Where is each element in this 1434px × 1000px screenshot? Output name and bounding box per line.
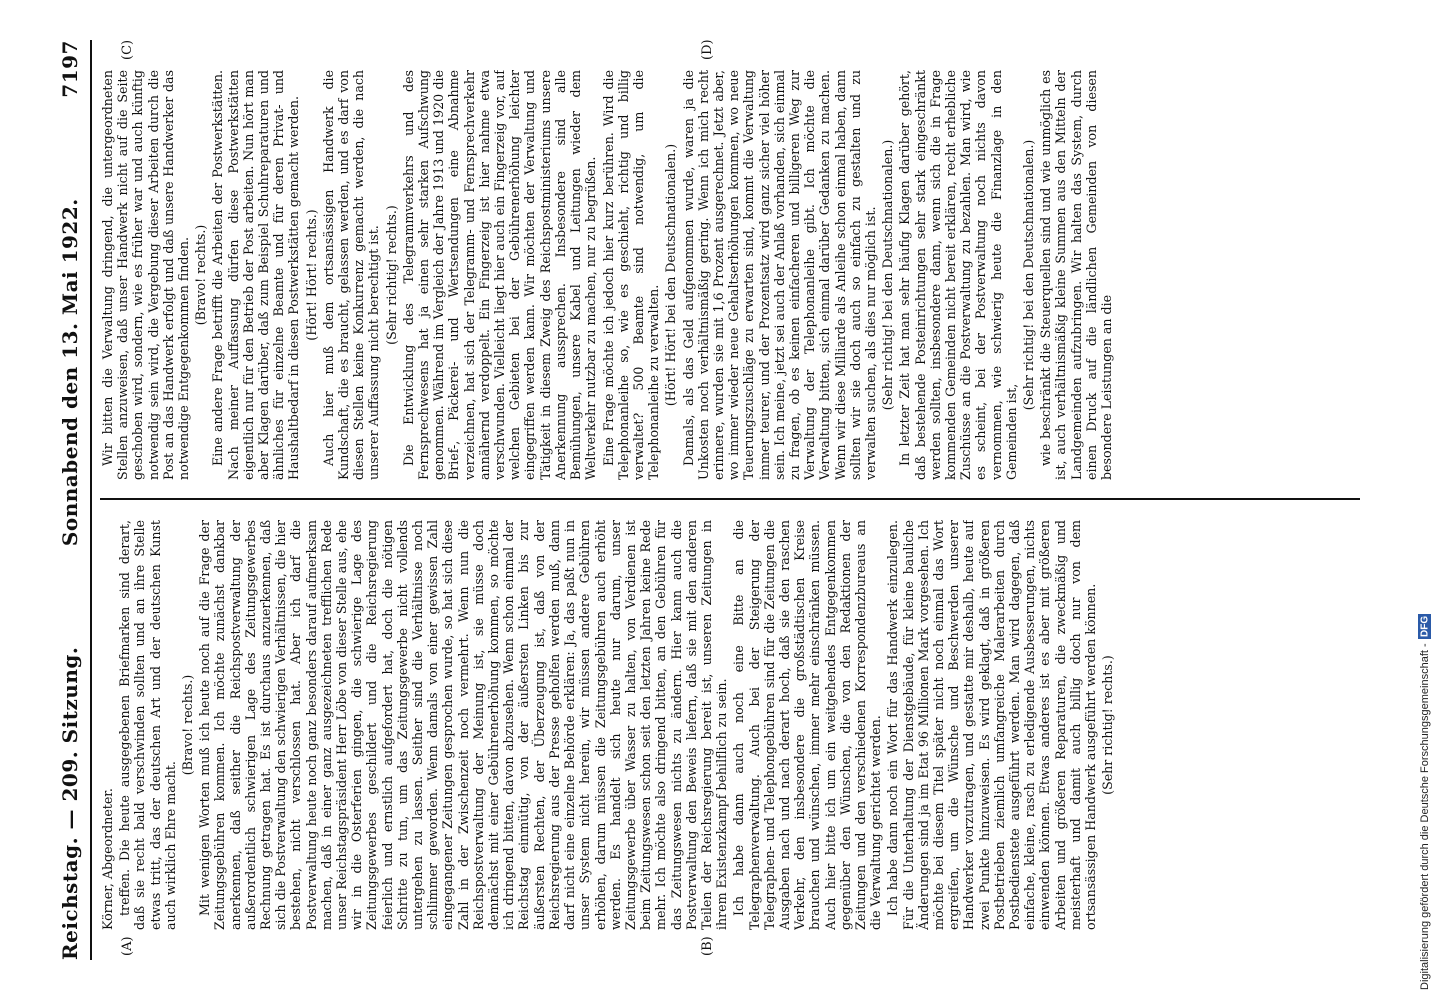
margin-marker-c: (C) <box>120 39 135 60</box>
digitization-credit <box>1416 10 1434 990</box>
paragraph: wie beschränkt die Steuerquellen sind und wie unmöglich es ist, auch verhältnismäßig kleine Summen aus den Mitteln der Landgemeinden aufzubringen. Wir halten das System, durch einen Druck auf die ländlichen Gemeinden von diesen besondere Leistungen an die <box>1038 70 1114 480</box>
interjection: (Bravo! rechts.) <box>193 224 209 326</box>
page-header <box>48 40 82 960</box>
paragraph: Eine andere Frage betrifft die Arbeiten der Postwerkstätten. Nach meiner Auffassung dürfen diese Postwerkstätten eigentlich nur für den Betrieb der Post arbeiten. Nun hört man aber Klagen darüber, daß zum Beispiel Schuhreparaturen und ähnliches für einzelne Beamte und für deren Privat- und Haushaltbedarf in diesen Postwerkstätten gemacht werden. <box>210 70 302 480</box>
interjection: (Bravo! rechts.) <box>180 674 196 776</box>
speaker-name: Körner, Abgeordneter. <box>100 788 115 930</box>
paragraph: Die Entwicklung des Telegrammverkehrs und des Fernsprechwesens hat ja einen sehr starken Aufschwung genommen. Während im Vergleich der Jahre 1913 und 1920 die Brief-, Päckerei- und Wertsendungen eine Abnahme verzeichnen, hat sich der Telegramm- und Fernsprechverkehr annähernd verdoppelt. Ein Fingerzeig ist hier nahme etwa verschwunden. Vielleicht liegt hier auch ein Fingerzeig vor, auf welchen Gebieten bei der Gebührenerhöhung leichter eingegriffen werden kann. Wir möchten der Verwaltung und Tätigkeit in diesem Zweig des Reichspostministeriums unsere Anerkennung aussprechen. Insbesondere sind alle Bemühungen, unsere Kabel und Leitungen wieder dem Weltverkehr nutzbar zu machen, nur zu begrüßen. <box>400 70 599 480</box>
margin-marker-a: (A) <box>120 936 135 956</box>
paragraph: Ich habe dann auch noch eine Bitte an die Telegraphenverwaltung. Auch bei der Steigerung der Telegraphen- und Telephongebühren sind für die Zeitungen die Ausgaben nach und nach derart hoch, daß sie den raschen Verkehr, den insbesondere die großstädtischen Kreise brauchen und wünschen, immer mehr einschränken müssen. Auch hier bitte ich um ein weitgehendes Entgegenkommen gegenüber den Wünschen, die von den Redaktionen der Zeitungen und den verschiedenen Korrespondenzbureaus an die Verwaltung gerichtet werden. <box>731 520 884 930</box>
header-page-number: 7197 <box>58 40 82 98</box>
paragraph: In letzter Zeit hat man sehr häufig Klagen darüber gehört, daß bestehende Posteinrichtungen sehr stark eingeschränkt werden sollten, insbesondere dann, wenn sich die in Frage kommenden Gemeinden nicht bereit erklären, recht erhebliche Zuschüsse an die Postverwaltung zu bezahlen. Man wird, wie es scheint, bei der Postverwaltung noch nichts davon vernommen, wie schwierig heute die Finanzlage in den Gemeinden ist, <box>897 70 1019 480</box>
paragraph: Auch hier muß dem ortsansässigen Handwerk die Kundschaft, die es braucht, gelassen werden, und es darf von diesen Stellen keine Konkurrenz gemacht werden, die nach unserer Auffassung nicht berechtigt ist. <box>320 70 382 480</box>
column-divider <box>100 498 1360 500</box>
interjection: (Sehr richtig! rechts.) <box>383 205 399 345</box>
interjection: (Sehr richtig! rechts.) <box>1100 655 1116 795</box>
header-left: Reichstag. — 209. Sitzung. <box>58 646 82 960</box>
header-rule <box>90 40 92 960</box>
interjection: (Hört! Hört! rechts.) <box>303 209 319 341</box>
paragraph: Mit wenigen Worten muß ich heute noch auf die Frage der Zeitungsgebühren kommen. Ich möchte zunächst dankbar anerkennen, daß seither die Reichspostverwaltung der außerordentlich schwierigen Lage des Zeitungsgewerbes Rechnung getragen hat. Es ist durchaus anzuerkennen, daß sich die Postverwaltung den schwierigen Verhältnissen, die hier bestehen, nicht verschlossen hat. Aber ich darf die Postverwaltung heute noch ganz besonders darauf aufmerksam machen, daß in einer ganz ausgezeichneten trefflichen Rede unser Reichstagspräsident Herr Löbe von dieser Stelle aus, ehe wir in die Osterferien gingen, die schwierige Lage des Zeitungsgewerbes geschildert und die Reichsregierung feierlich und ernstlich aufgefordert hat, doch die nötigen Schritte zu tun, um das Zeitungsgewerbe nicht vollends untergehen zu lassen. Seither sind die Verhältnisse noch schlimmer geworden. Wenn damals von einer gewissen Zahl eingegangener Zeitungen gesprochen wurde, so hat sich diese Zahl in der Zwischenzeit noch vermehrt. Wenn nun die Reichspostverwaltung der Meinung ist, sie müsse doch demnächst mit einer Gebührenerhöhung kommen, so möchte ich dringend bitten, davon abzusehen. Wenn schon einmal der Reichstag einmütig, von der äußersten Linken bis zur äußersten Rechten, der Überzeugung ist, daß von der Reichsregierung aus der Presse geholfen werden muß, dann darf nicht eine einzelne Behörde erklären: Ja, das paßt nun in unser System nicht herein, wir müssen andere Gebühren erhöhen, darum müssen die Zeitungsgebühren auch erhöht werden. Es handelt sich heute nur darum, unser Zeitungsgewerbe über Wasser zu halten, von Verdienen ist beim Zeitungswesen schon seit den letzten Jahren keine Rede mehr. Ich möchte also dringend bitten, an den Gebühren für das Zeitungswesen nichts zu ändern. Hier kann auch die Postverwaltung den Beweis liefern, daß sie mit den anderen Teilen der Reichsregierung bereit ist, unseren Zeitungen in ihrem Existenzkampf behilflich zu sein. <box>197 520 730 930</box>
credit-text: Digitalisierung gefördert durch die Deutsche Forschungsgemeinschaft - <box>1419 643 1431 990</box>
paragraph: treffen. Die heute ausgegebenen Briefmarken sind derart, daß sie recht bald verschwinden sollten und an ihre Stelle etwas tritt, das der deutschen Art und der deutschen Kunst auch wirklich Ehre macht. <box>117 520 178 930</box>
interjection: (Sehr richtig! bei den Deutschnationalen.) <box>1020 139 1036 411</box>
left-column <box>100 520 1360 930</box>
paragraph: Damals, als das Geld aufgenommen wurde, waren ja die Unkosten noch verhältnismäßig gering. Wenn ich mich recht erinnere, wurden sie mit 1,6 Prozent ausgerechnet. Jetzt aber, wo immer wieder neue Gehaltserhöhungen kommen, wo neue Teuerungszuschläge zu erwarten sind, kommt die Verwaltung immer teurer, und der Prozentsatz wird ganz sicher viel höher sein. Ich meine, jetzt sei auch der Anlaß vorhanden, sich einmal zu fragen, ob es keinen einfacheren und billigeren Weg zur Verwaltung der Telephonanleihe gibt. Ich möchte die Verwaltung bitten, sich einmal darüber Gedanken zu machen. Wenn wir diese Milliarde als Anleihe schon einmal haben, dann sollten wir sie doch auch so einfach zu gestalten und zu verwalten suchen, als dies nur möglich ist. <box>680 70 878 480</box>
interjection: (Sehr richtig! bei den Deutschnationalen.) <box>880 139 896 411</box>
paragraph: Eine Frage möchte ich jedoch hier kurz berühren. Wird die Telephonanleihe so, wie es geschieht, richtig und billig verwaltet? 500 Beamte sind notwendig, um die Telephonanleihe zu verwalten. <box>600 70 662 480</box>
paragraph: Ich habe dann noch ein Wort für das Handwerk einzulegen. Für die Unterhaltung der Dienstgebäude, für kleine bauliche Änderungen sind ja im Etat 96 Millionen Mark vorgesehen. Ich möchte bei diesem Titel später nicht noch einmal das Wort ergreifen, um die Wünsche und Beschwerden unserer Handwerker vorzutragen, und gestatte mir deshalb, heute auf zwei Punkte hinzuweisen. Es wird geklagt, daß in größeren Postbetrieben ziemlich umfangreiche Malerarbeiten durch Postbedienstete ausgeführt werden. Man wird dagegen, daß einfache, kleine, rasch zu erledigende Ausbesserungen, nichts einwenden können. Etwas anderes ist es aber mit größeren Arbeiten und größeren Reparaturen, die zweckmäßig und meisterhaft und damit auch billig doch nur von dem ortsansässigen Handwerk ausgeführt werden können. <box>885 520 1098 930</box>
right-column <box>100 70 1360 480</box>
margin-marker-b: (B) <box>700 936 715 956</box>
margin-marker-d: (D) <box>700 39 715 60</box>
paragraph: Wir bitten die Verwaltung dringend, die untergeordneten Stellen anzuweisen, daß unser Handwerk nicht auf die Seite geschoben wird, sondern, wie es früher war und auch künftig notwendig sein wird, die Vergebung dieser Arbeiten durch die Post an das Handwerk erfolgt und daß unsere Handwerker das notwendige Entgegenkommen finden. <box>100 70 192 480</box>
header-center: Sonnabend den 13. Mai 1922. <box>58 198 82 547</box>
dfg-logo: DFG <box>1419 616 1431 638</box>
interjection: (Hört! Hört! bei den Deutschnationalen.) <box>663 143 679 407</box>
